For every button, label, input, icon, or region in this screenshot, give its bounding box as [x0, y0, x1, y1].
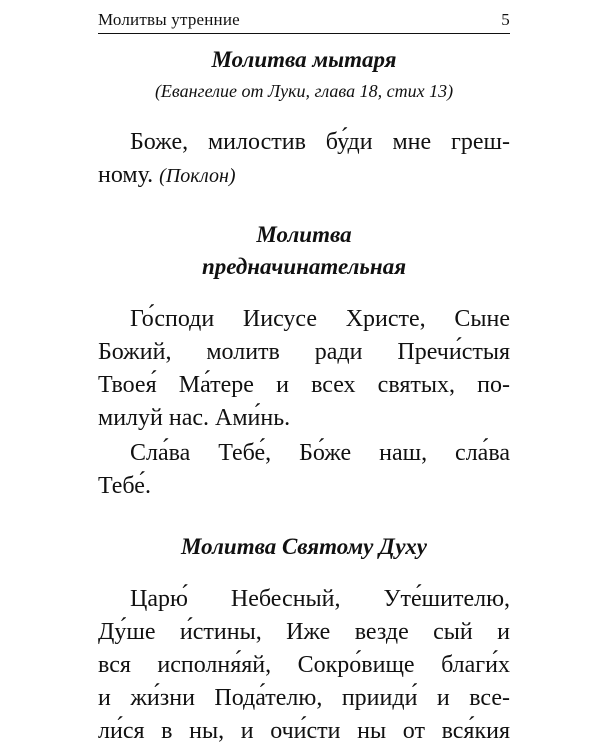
prayer-line: Божий, молитв ради Пречи́стыя	[98, 339, 510, 365]
section-title-line: Молитва	[256, 222, 352, 247]
running-header	[98, 8, 510, 34]
prayer-line: Го́споди Иисусе Христе, Сыне	[130, 306, 510, 332]
page-number: 5	[501, 10, 510, 29]
prayer-line: ному.	[98, 162, 154, 188]
section-title-line: Молитва мытаря	[211, 47, 397, 72]
prayer-line: ли́ся в ны, и очи́сти ны от вся́кия	[98, 718, 510, 744]
prayer-line-with-note	[98, 159, 510, 193]
section-opening-prayer	[98, 219, 510, 503]
prayer-paragraph	[98, 583, 510, 748]
prayer-line: Сла́ва Тебе́, Бо́же наш, сла́ва	[130, 440, 510, 466]
section-title-line: Молитва Святому Духу	[181, 534, 427, 559]
prayer-line: Боже, милостив бу́ди мне греш-	[130, 129, 510, 155]
prayer-line: Ду́ше и́стины, Иже везде сый и	[98, 619, 510, 645]
running-title: Молитвы утренние	[98, 10, 240, 29]
prayer-line: Тебе́.	[98, 473, 151, 499]
prayer-line: и жи́зни Пода́телю, прииди́ и все-	[98, 685, 510, 711]
section-title-line: предначинательная	[201, 254, 407, 279]
section-title	[98, 219, 510, 283]
prayer-line: Твоея́ Ма́тере и всех святых, по-	[98, 372, 510, 398]
prayer-line: вся исполня́яй, Сокро́вище благи́х	[98, 652, 510, 678]
section-subtitle: (Евангелие от Луки, глава 18, стих 13)	[154, 81, 454, 101]
prayer-paragraph	[98, 126, 510, 193]
prayer-line: Царю́ Небесный, Уте́шителю,	[130, 586, 510, 612]
section-holy-spirit-prayer	[98, 531, 510, 748]
section-publican-prayer	[98, 44, 510, 193]
book-page	[98, 8, 510, 748]
section-title	[98, 531, 510, 563]
prayer-paragraph	[98, 437, 510, 503]
section-title	[98, 44, 510, 76]
bow-note: (Поклон)	[159, 165, 236, 187]
prayer-line: милуй нас. Ами́нь.	[98, 405, 291, 431]
prayer-paragraph	[98, 303, 510, 435]
